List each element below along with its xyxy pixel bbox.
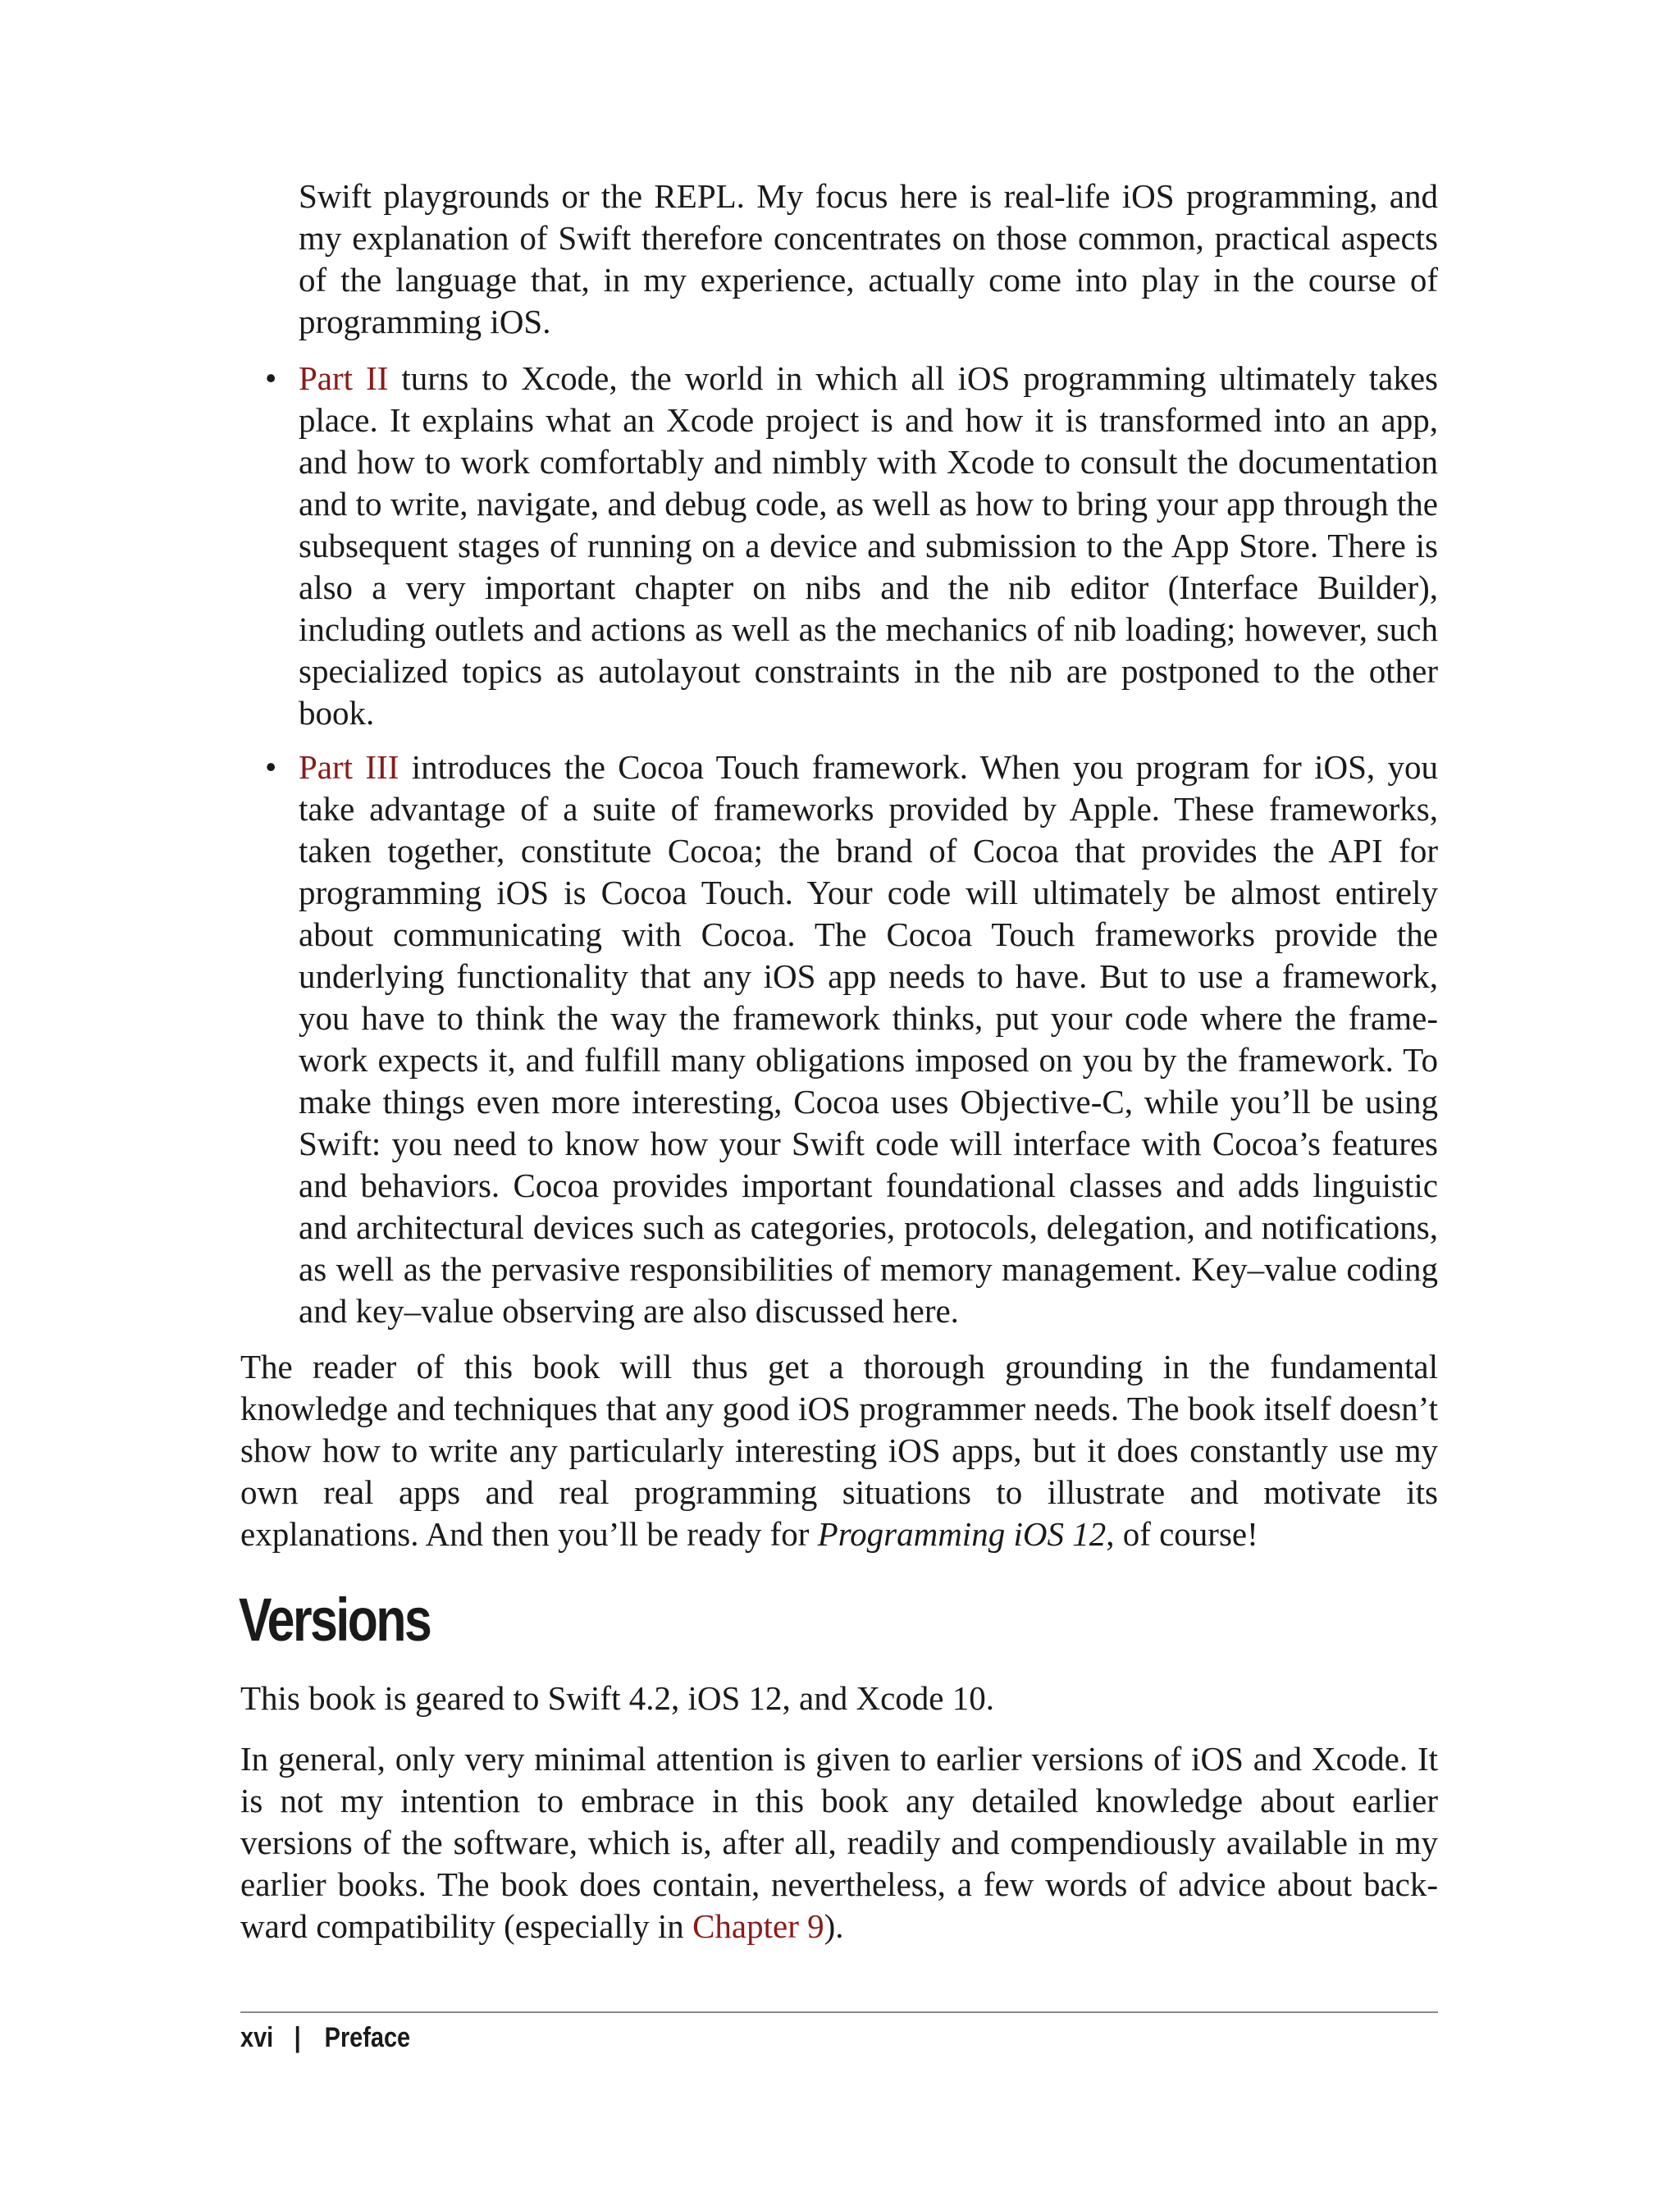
footer-divider xyxy=(240,2011,1438,2013)
versions-text: This book is geared to Swift 4.2, iOS 12, and Xcode 10. xyxy=(240,1679,994,1717)
book-title: Programming iOS 12 xyxy=(817,1515,1107,1553)
intro-continuation-text: Swift playgrounds or the REPL. My focus here is real-life iOS programming, and my explanation of Swift therefore concentrates on those common, practical aspects of the language that, in my experience, actually come into play in the course of programming iOS. xyxy=(299,177,1438,340)
intro-continuation-paragraph xyxy=(299,176,1438,343)
general-ending: ). xyxy=(824,1907,844,1945)
bullet-marker: • xyxy=(265,748,277,786)
chapter-9-link[interactable]: Chapter 9 xyxy=(692,1907,824,1945)
footer-separator: | xyxy=(294,2022,301,2053)
summary-text: The reader of this book will thus get a thorough grounding in the fundamental knowledge and techniques that any good iOS programmer needs. The book itself doesn’t show how to write any particularly interesting iOS apps, but it does constantly use my own real apps and real programming situations to illustrate and motivate its explanations. And then you’ll be ready for xyxy=(240,1348,1438,1553)
versions-paragraph xyxy=(240,1678,1438,1719)
part-ii-text: turns to Xcode, the world in which all iOS programming ultimately takes place. It explains what an Xcode project is and how it is transformed into an app, and how to work comfortably and nimbly with Xcode to consult the documentation and to write, navigate, and debug code, as well as how to bring your app through the subsequent stages of running on a device and submission to the App Store. There is also a very important chapter on nibs and the nib editor (Interface Builder), including outlets and actions as well as the mechanics of nib loading; however, such specialized topics as autolayout constraints in the nib are postponed to the other book. xyxy=(299,359,1438,732)
part-ii-link[interactable]: Part II xyxy=(299,359,389,397)
page-number: xvi xyxy=(240,2022,274,2053)
bullet-part-iii xyxy=(299,746,1438,1332)
part-iii-text: introduces the Cocoa Touch framework. When you program for iOS, you take advantage of a suite of frameworks provided by Apple. These frameworks, taken together, constitute Cocoa; the brand of Cocoa that provides the API for programming iOS is Cocoa Touch. Your code will ultimately be almost entirely about communicating with Cocoa. The Cocoa Touch frameworks provide the underlying functionality that any iOS app needs to have. But to use a framework, you have to think the way the framework thinks, put your code where the framework expects it, and fulfill many obligations imposed on you by the framework. To make things even more interesting, Cocoa uses Objective-C, while you’ll be using Swift: you need to know how your Swift code will interface with Cocoa’s features and behaviors. Cocoa provides important foundational classes and adds linguistic and architectural devices such as categories, protocols, delegation, and notifications, as well as the pervasive responsibilities of memory management. Key–value coding and key–value observing are also discussed here. xyxy=(299,748,1438,1330)
bullet-marker: • xyxy=(265,359,277,397)
summary-paragraph xyxy=(240,1346,1438,1555)
page-footer xyxy=(240,2020,410,2056)
part-iii-link[interactable]: Part III xyxy=(299,748,399,786)
bullet-part-ii xyxy=(299,358,1438,734)
summary-ending: , of course! xyxy=(1106,1515,1258,1553)
footer-section-title: Preface xyxy=(324,2022,411,2053)
section-heading: Versions xyxy=(239,1586,431,1654)
general-text: In general, only very minimal attention is given to earlier versions of iOS and Xcode. It is not my intention to embrace in this book any detailed knowledge about earlier versions of the software, which is, after all, readily and compendiously available in my earlier books. The book does contain, nevertheless, a few words of advice about backward compatibility (especially in xyxy=(240,1740,1438,1945)
general-paragraph xyxy=(240,1738,1438,1947)
